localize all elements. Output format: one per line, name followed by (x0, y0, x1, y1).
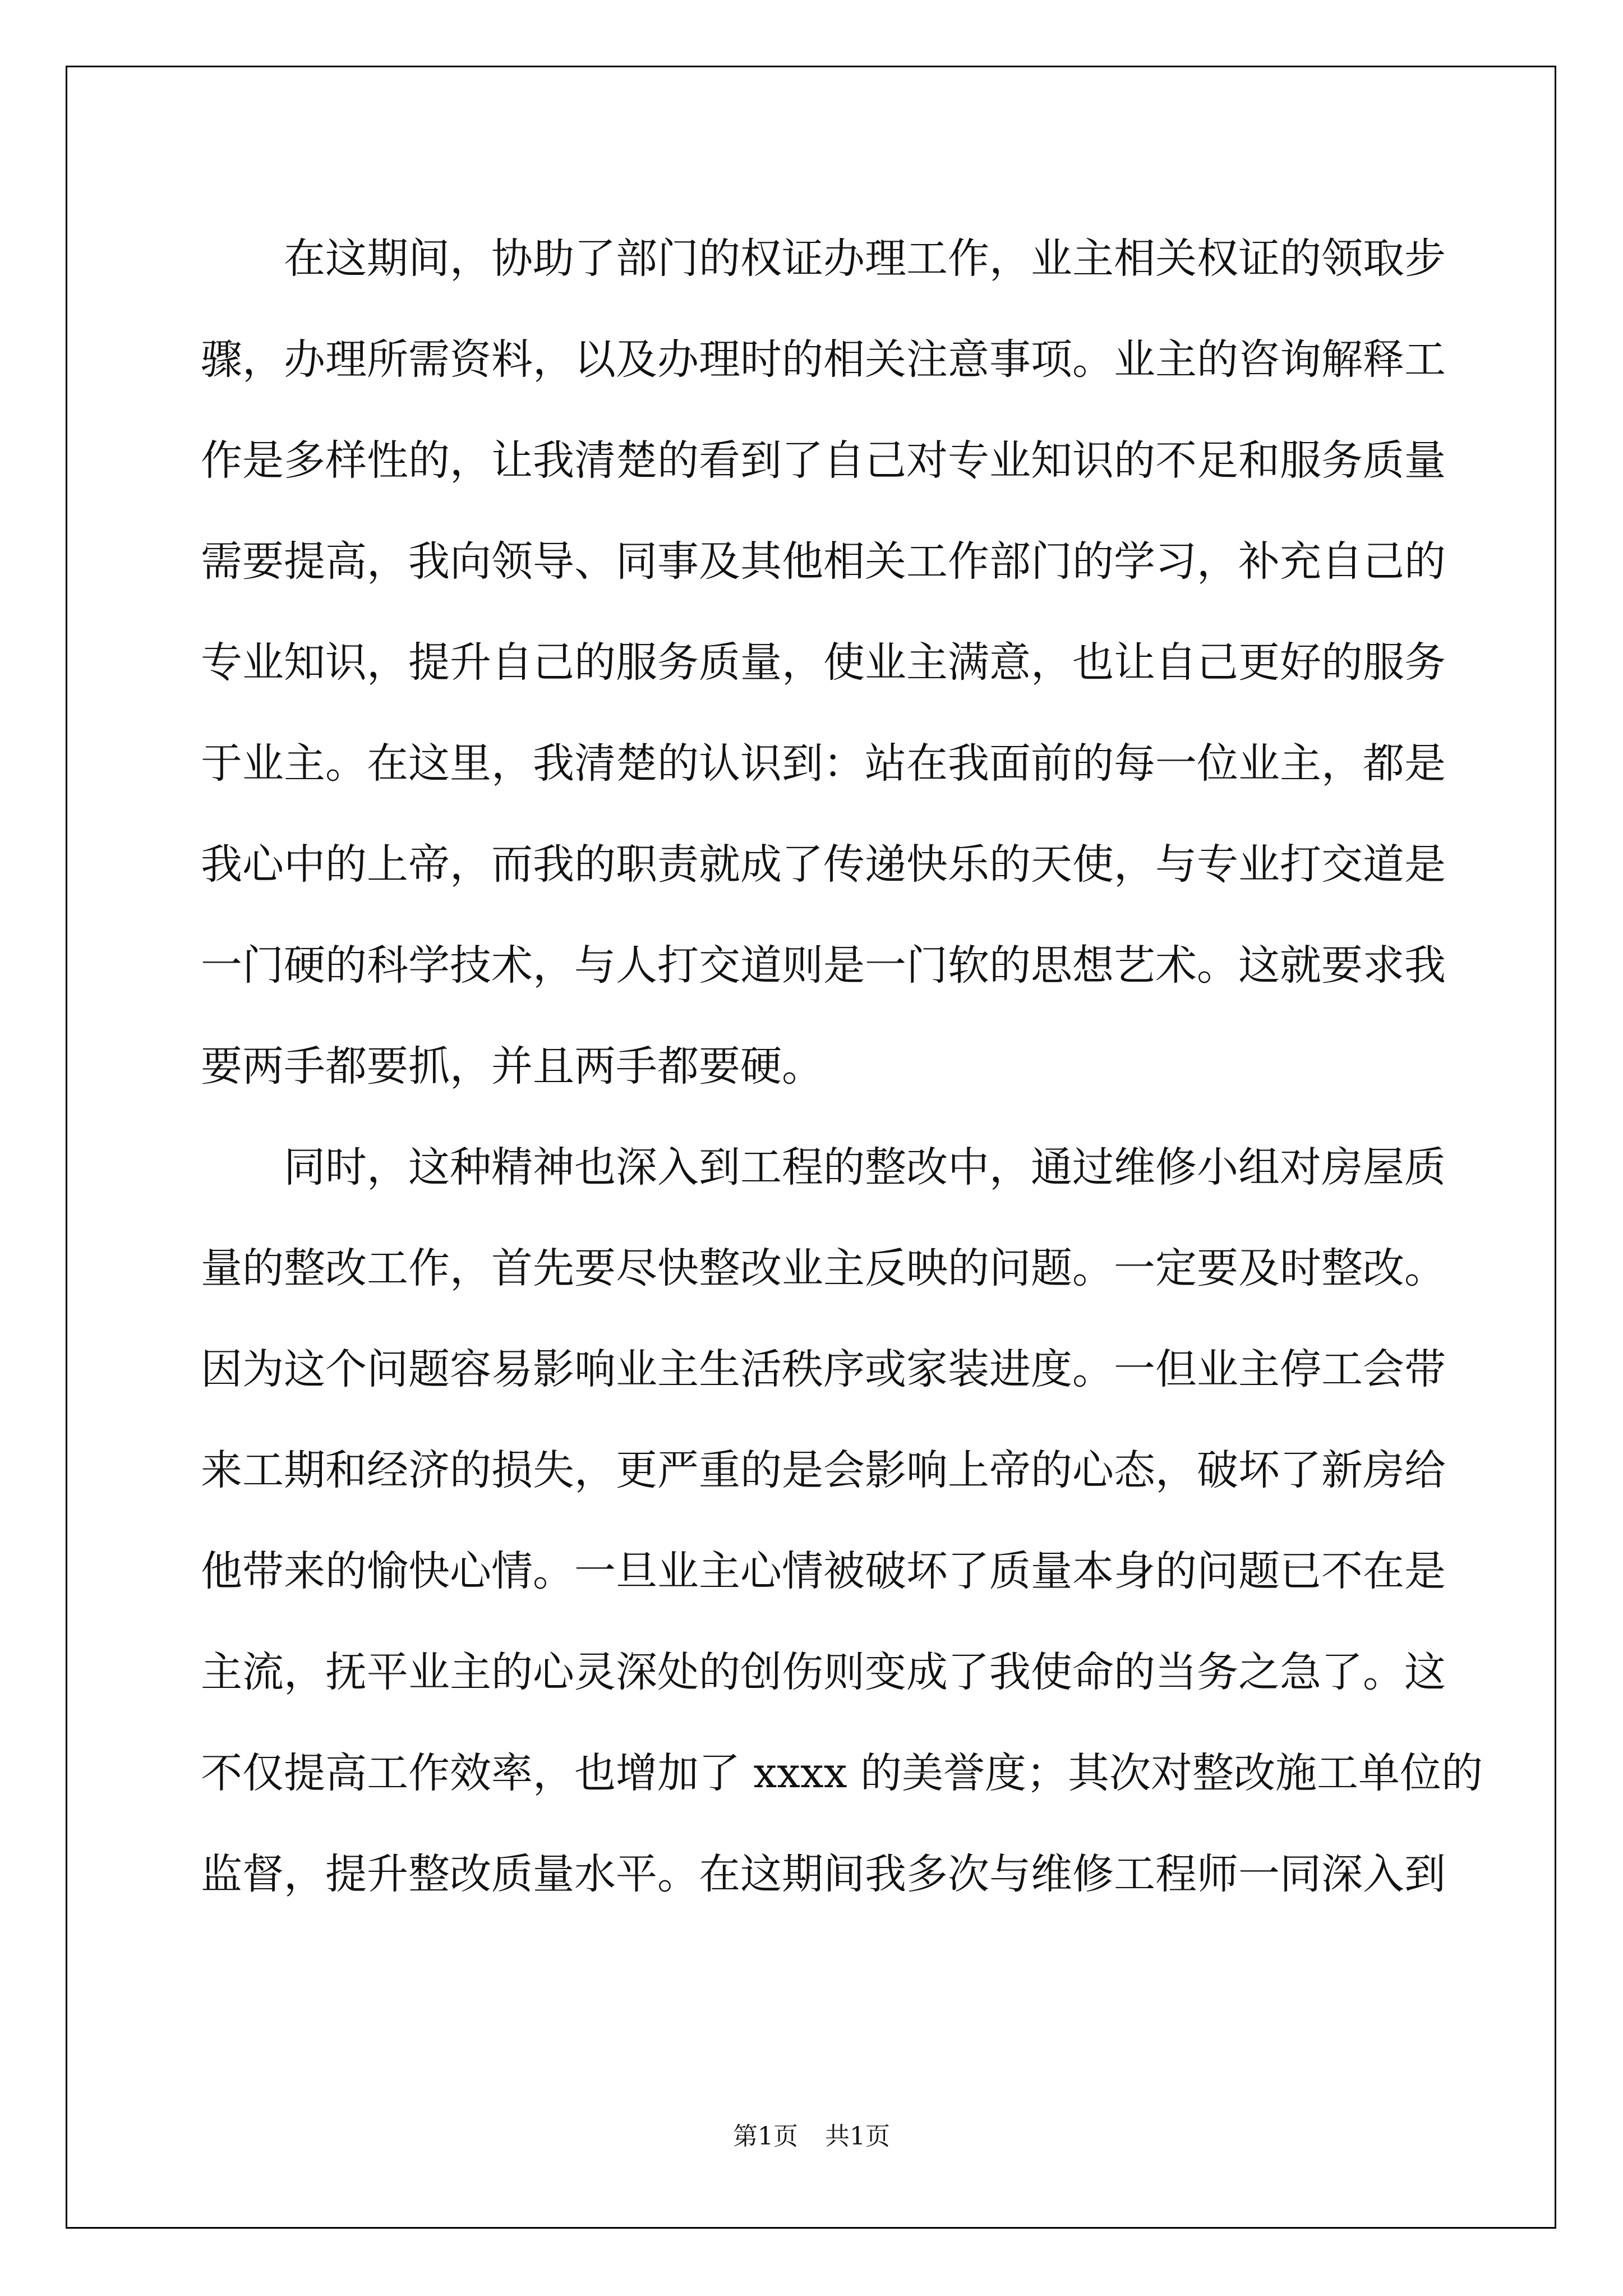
document-body (201, 208, 1483, 1925)
text-line: 于业主。在这里，我清楚的认识到：站在我面前的每一位业主，都是 (201, 739, 1446, 788)
text-line: 不仅提高工作效率，也增加了 xxxx 的美誉度；其次对整改施工单位的 (201, 1749, 1483, 1797)
text-line: 来工期和经济的损失，更严重的是会影响上帝的心态，破坏了新房给 (201, 1446, 1446, 1494)
text-line: 骤，办理所需资料，以及办理时的相关注意事项。业主的咨询解释工 (201, 335, 1446, 384)
page-number-current: 第1页 (733, 2122, 798, 2151)
text-line: 作是多样性的，让我清楚的看到了自己对专业知识的不足和服务质量 (201, 436, 1446, 485)
text-line: 一门硬的科学技术，与人打交道则是一门软的思想艺术。这就要求我 (201, 941, 1446, 990)
text-line: 他带来的愉快心情。一旦业主心情被破坏了质量本身的问题已不在是 (201, 1547, 1446, 1595)
text-line: 同时，这种精神也深入到工程的整改中，通过维修小组对房屋质 (284, 1143, 1446, 1191)
page-footer (0, 2120, 1623, 2154)
text-line: 在这期间，协助了部门的权证办理工作，业主相关权证的领取步 (284, 234, 1446, 283)
text-line: 专业知识，提升自己的服务质量，使业主满意，也让自己更好的服务 (201, 638, 1446, 687)
text-line: 需要提高，我向领导、同事及其他相关工作部门的学习，补充自己的 (201, 537, 1446, 586)
paragraph-1 (201, 208, 1446, 1117)
text-line: 因为这个问题容易影响业主生活秩序或家装进度。一但业主停工会带 (201, 1345, 1446, 1393)
paragraph-2 (201, 1117, 1483, 1925)
page-number-total: 共1页 (825, 2122, 890, 2151)
text-line: 监督，提升整改质量水平。在这期间我多次与维修工程师一同深入到 (201, 1850, 1446, 1898)
text-line: 主流，抚平业主的心灵深处的创伤则变成了我使命的当务之急了。这 (201, 1648, 1446, 1696)
text-line: 我心中的上帝，而我的职责就成了传递快乐的天使，与专业打交道是 (201, 840, 1446, 889)
text-line: 要两手都要抓，并且两手都要硬。 (201, 1042, 823, 1091)
text-line: 量的整改工作，首先要尽快整改业主反映的问题。一定要及时整改。 (201, 1244, 1446, 1292)
